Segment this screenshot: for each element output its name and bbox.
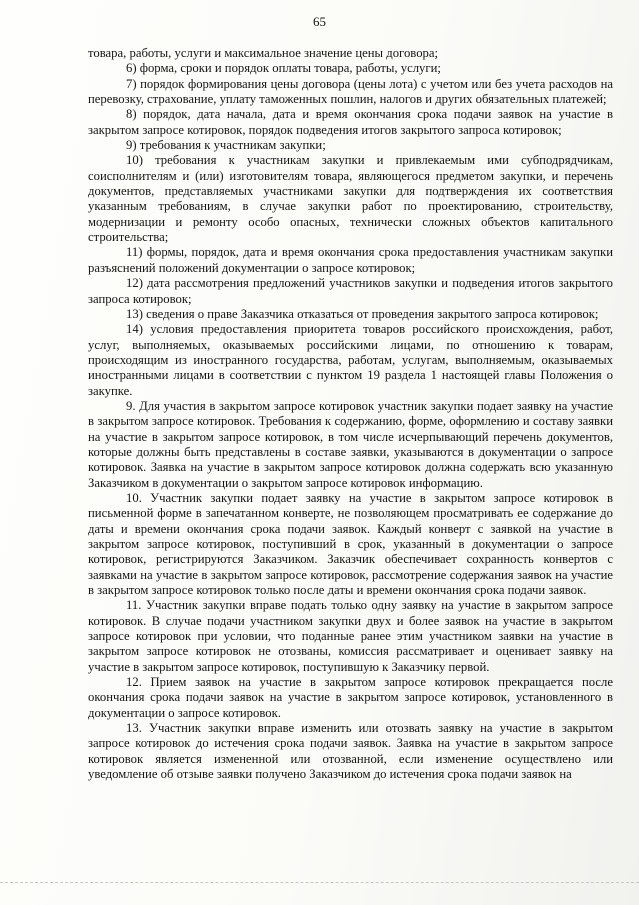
page-number: 65 <box>313 14 326 29</box>
paragraph: товара, работы, услуги и максимальное значение цены договора; <box>88 46 439 60</box>
page-bottom-edge <box>0 882 639 883</box>
paragraph: 10. Участник закупки подает заявку на участие в закрытом запросе котировок в письменной форме в запечатанном конверте, не позволяющем просматривать ее содержание до даты и времени окончания срока подачи заявок. Каждый конверт с заявкой на участие в закрытом запросе котировок, поступивший в срок, указанный в документации о запросе котировок, регистрируются Заказчиком. Заказчик обеспечивает сохранность конвертов с заявками на участие в закрытом запросе котировок, рассмотрение содержания заявок на участие в закрытом запросе котировок только после даты и времени окончания срока подачи заявок. <box>88 490 613 598</box>
paragraph: 6) форма, сроки и порядок оплаты товара, работы, услуги; <box>126 61 441 76</box>
paragraph: 9. Для участия в закрытом запросе котировок участник закупки подает заявку на участие в закрытом запросе котировок. Требования к содержанию, форме, оформлению и составу заявки на участие в закрытом запросе котировок, в том числе исчерпывающий перечень документов, которые должны быть представлены в составе заявки, указываются в документации о запросе котировок. Заявка на участие в закрытом запросе котировок должна содержать всю указанную Заказчиком в документации о закрытом запросе котировок информацию. <box>88 398 613 490</box>
paragraph: 13. Участник закупки вправе изменить или отозвать заявку на участие в закрытом запросе котировок до истечения срока подачи заявок. Заявка на участие в закрытом запросе котировок является измененной или отозванной, если изменение осуществлено или уведомление об отзыве заявки получено Заказчиком до истечения срока подачи заявок на <box>88 721 613 782</box>
paragraph: 13) сведения о праве Заказчика отказаться от проведения закрытого запроса котировок; <box>126 306 599 321</box>
paragraph: 12. Прием заявок на участие в закрытом запросе котировок прекращается после окончания срока подачи заявок на участие в закрытом запросе котировок, установленного в документации о запросе котировок. <box>88 675 613 720</box>
paragraph: 7) порядок формирования цены договора (цены лота) с учетом или без учета расходов на перевозку, страхование, уплату таможенных пошлин, налогов и других обязательных платежей; <box>88 76 613 107</box>
document-body <box>88 46 613 783</box>
paragraph: 11) формы, порядок, дата и время окончания срока предоставления участникам закупки разъяснений положений документации о запросе котировок; <box>88 245 613 275</box>
paragraph: 10) требования к участникам закупки и привлекаемым ими субподрядчикам, соисполнителям и (или) изготовителям товара, являющегося предметом закупки, и перечень документов, представляемых участниками закупки для подтверждения их соответствия указанным требованиям, в случае закупки работ по проектированию, строительству, модернизации и ремонту особо опасных, технически сложных объектов капитального строительства; <box>88 153 613 245</box>
paragraph: 9) требования к участникам закупки; <box>126 138 326 153</box>
paragraph: 11. Участник закупки вправе подать только одну заявку на участие в закрытом запросе котировок. В случае подачи участником закупки двух и более заявок на участие в закрытом запросе котировок при условии, что поданные ранее этим участником заявки на участие в закрытом запросе котировок не отозваны, комиссия рассматривает и оценивает заявку на участие в закрытом запросе котировок, поступившую к Заказчику первой. <box>88 598 613 674</box>
paragraph: 14) условия предоставления приоритета товаров российского происхождения, работ, услуг, выполняемых, оказываемых российскими лицами, по отношению к товарам, происходящим из иностранного государства, работам, услугам, выполняемым, оказываемых иностранными лицами в соответствии с пунктом 19 раздела 1 настоящей главы Положения о закупке. <box>88 322 613 398</box>
paragraph: 12) дата рассмотрения предложений участников закупки и подведения итогов закрытого запроса котировок; <box>88 276 613 306</box>
paragraph: 8) порядок, дата начала, дата и время окончания срока подачи заявок на участие в закрытом запросе котировок, порядок подведения итогов закрытого запроса котировок; <box>88 107 613 137</box>
